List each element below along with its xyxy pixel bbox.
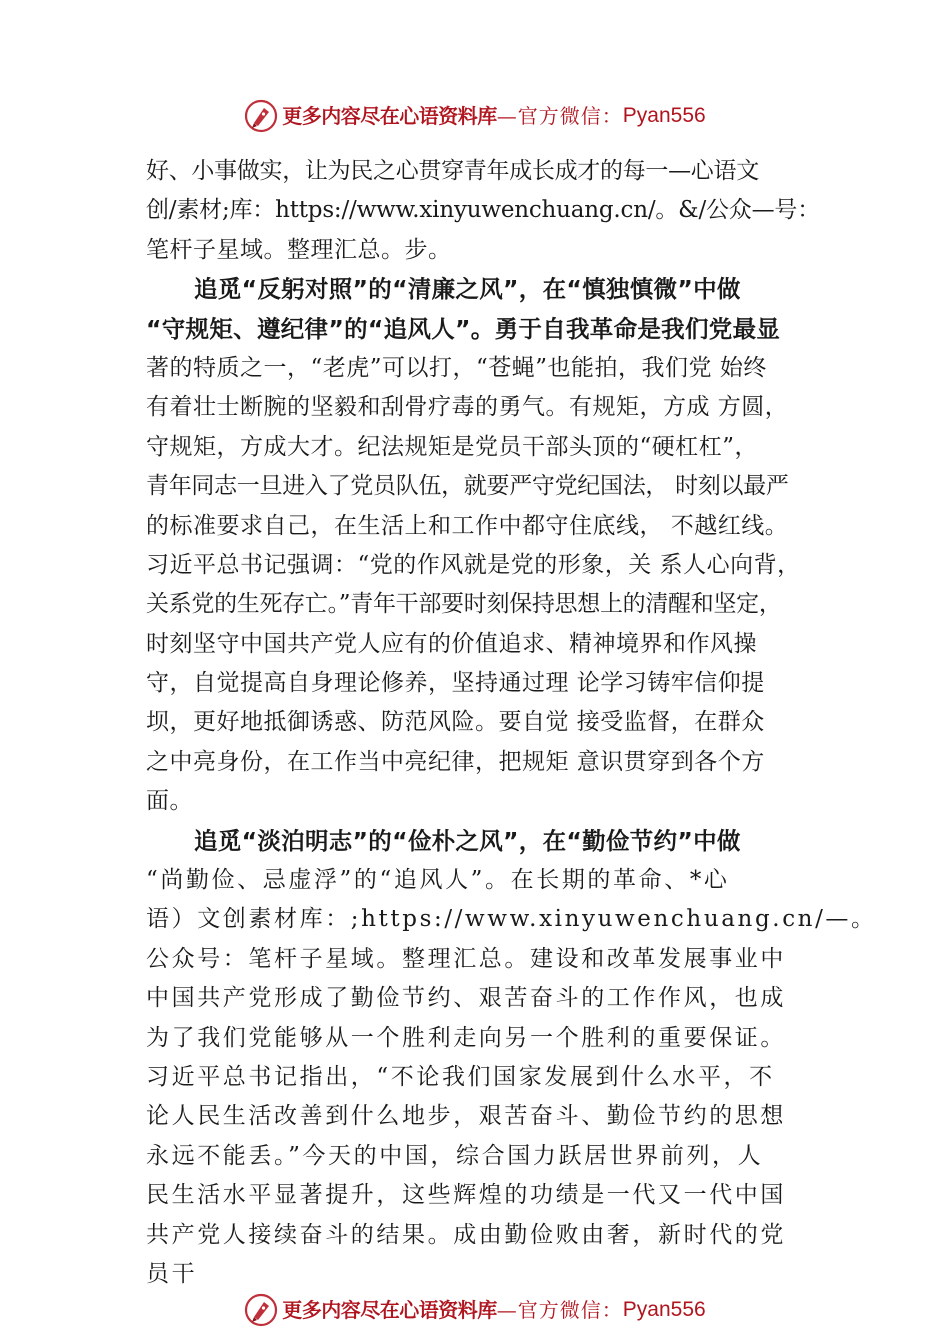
body-line: 论人民生活改善到什么地步，艰苦奋斗、勤俭节约的思想 <box>146 1103 786 1130</box>
banner-separator-text: —官方微信： <box>496 104 623 128</box>
body-line: 时刻坚守中国共产党人应有的价值追求、精神境界和作风操 <box>146 630 757 657</box>
banner-wechat-id: Pyan556 <box>622 1298 706 1321</box>
body-line: 好、小事做实，让为民之心贯穿青年成长成才的每一—心语文 <box>146 158 759 184</box>
body-line: 关系党的生死存亡。”青年干部要时刻保持思想上的清醒和坚定， <box>146 591 782 618</box>
section-heading-continued: “守规矩、遵纪律”的“追风人”。勇于自我革命是我们党最显 <box>146 314 781 343</box>
body-line: 习近平总书记强调：“党的作风就是党的形象，关 系人心向背， <box>146 551 801 578</box>
footer-banner <box>0 1290 950 1330</box>
pen-nib-seal-icon <box>244 99 278 133</box>
body-line: 语）文创素材库：;https://www.xinyuwenchuang.cn/—。 <box>146 906 877 933</box>
body-line: 创/素材;库：https://www.xinyuwenchuang.cn/。&/公众—号： <box>146 197 821 224</box>
body-line: 坝，更好地抵御诱惑、防范风险。要自觉 接受监督，在群众 <box>146 709 765 736</box>
body-line: 守，自觉提高自身理论修养，坚持通过理 论学习铸牢信仰提 <box>146 670 765 697</box>
header-banner <box>0 96 950 136</box>
body-line: 为了我们党能够从一个胜利走向另一个胜利的重要保证。 <box>146 1024 786 1051</box>
body-line: 永远不能丢。”今天的中国，综合国力跃居世界前列，人 <box>146 1142 764 1169</box>
body-line: 共产党人接续奋斗的结果。成由勤俭败由奢，新时代的党 <box>146 1221 786 1248</box>
banner-main-text: 更多内容尽在心语资料库 <box>282 1298 497 1322</box>
body-line: 的标准要求自己，在生活上和工作中都守住底线， 不越红线。 <box>146 512 789 539</box>
body-line: 笔杆子星域。整理汇总。步。 <box>146 236 452 263</box>
banner-wechat-id: Pyan556 <box>622 104 706 127</box>
document-body <box>146 152 877 1294</box>
section-heading-frugality: 追觅“淡泊明志”的“俭朴之风”，在“勤俭节约”中做 <box>194 826 741 855</box>
banner-separator-text: —官方微信： <box>496 1298 623 1322</box>
body-line: 青年同志一旦进入了党员队伍，就要严守党纪国法， 时刻以最严 <box>146 473 789 500</box>
pen-nib-seal-icon <box>244 1293 278 1327</box>
body-line: 习近平总书记指出，“不论我们国家发展到什么水平，不 <box>146 1063 775 1090</box>
banner-main-text: 更多内容尽在心语资料库 <box>282 104 497 128</box>
body-line: 公众号：笔杆子星域。整理汇总。建设和改革发展事业中 <box>146 945 786 972</box>
section-heading-integrity: 追觅“反躬对照”的“清廉之风”，在“慎独慎微”中做 <box>194 275 741 304</box>
body-line: 中国共产党形成了勤俭节约、艰苦奋斗的工作作风，也成 <box>146 985 786 1012</box>
body-line: 之中亮身份，在工作当中亮纪律，把规矩 意识贯穿到各个方 <box>146 748 765 775</box>
body-line: 民生活水平显著提升，这些辉煌的功绩是一代又一代中国 <box>146 1182 786 1209</box>
body-line: 有着壮士断腕的坚毅和刮骨疗毒的勇气。有规矩，方成 方圆， <box>146 394 789 421</box>
body-line: 著的特质之一，“老虎”可以打，“苍蝇”也能拍，我们党 始终 <box>146 354 767 381</box>
body-line: “尚勤俭、忌虚浮”的“追风人”。在长期的革命、*心 <box>146 867 730 894</box>
body-line: 员干 <box>146 1260 198 1287</box>
body-line: 面。 <box>146 788 193 815</box>
body-line: 守规矩，方成大才。纪法规矩是党员干部头顶的“硬杠杠”， <box>146 433 759 460</box>
